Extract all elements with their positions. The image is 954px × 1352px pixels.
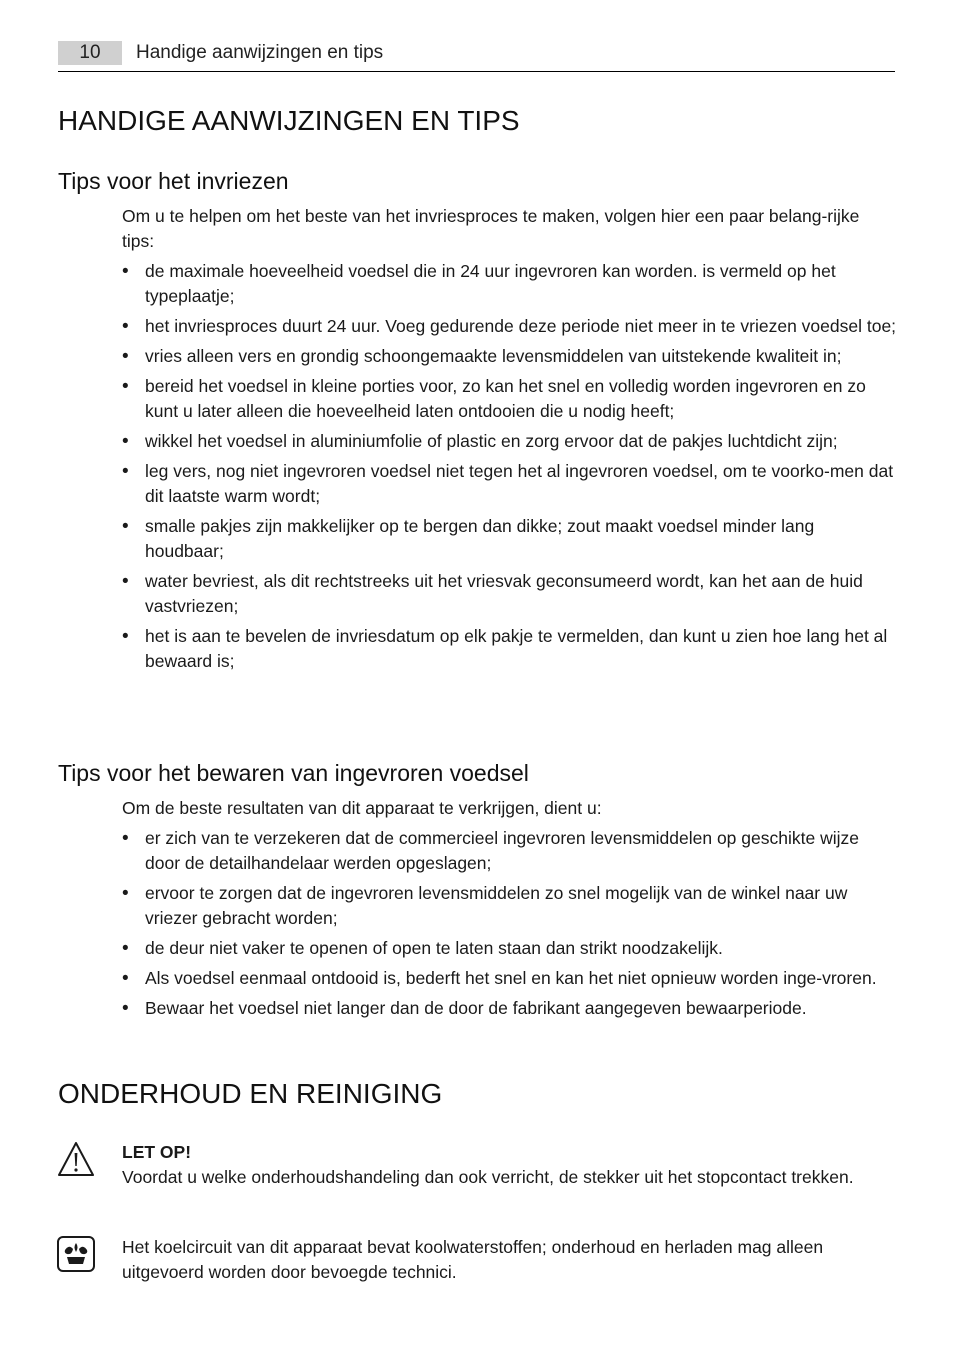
list-item: • leg vers, nog niet ingevroren voedsel niet tegen het al ingevroren voedsel, om te voorko-men dat dit laatste warm wordt; <box>122 459 897 509</box>
freezing-intro: Om u te helpen om het beste van het invriesproces te maken, volgen hier een paar belang-rijke tips: <box>122 206 860 251</box>
list-item: • water bevriest, als dit rechtstreeks uit het vriesvak geconsumeerd wordt, kan het aan de huid vastvriezen; <box>122 569 897 619</box>
list-item: • het is aan te bevelen de invriesdatum op elk pakje te vermelden, dan kunt u zien hoe lang het al bewaard is; <box>122 624 897 674</box>
list-item: • wikkel het voedsel in aluminiumfolie of plastic en zorg ervoor dat de pakjes luchtdicht zijn; <box>122 429 897 454</box>
environment-icon <box>57 1236 95 1272</box>
list-item: • het invriesproces duurt 24 uur. Voeg gedurende deze periode niet meer in te vriezen voedsel toe; <box>122 314 897 339</box>
list-item: • ervoor te zorgen dat de ingevroren levensmiddelen zo snel mogelijk van de winkel naar uw vriezer gebracht worden; <box>122 881 897 931</box>
storage-intro: Om de beste resultaten van dit apparaat te verkrijgen, dient u: <box>122 798 602 818</box>
list-item: • vries alleen vers en grondig schoongemaakte levensmiddelen van uitstekende kwaliteit in; <box>122 344 897 369</box>
list-item: • bereid het voedsel in kleine porties voor, zo kan het snel en volledig worden ingevroren en zo kunt u later alleen die hoeveelheid laten ontdooien die u nodig heeft; <box>122 374 897 424</box>
environment-note-text: Het koelcircuit van dit apparaat bevat koolwaterstoffen; onderhoud en herladen mag alleen uitgevoerd worden door bevoegde technici. <box>122 1237 824 1282</box>
page-header <box>58 38 895 72</box>
list-item: • er zich van te verzekeren dat de commercieel ingevroren levensmiddelen op geschikte wijze door de detailhandelaar werden opgeslagen; <box>122 826 897 876</box>
warning-triangle-icon <box>57 1140 95 1178</box>
section-title-maintenance: ONDERHOUD EN REINIGING <box>58 1078 443 1109</box>
warning-heading: LET OP! <box>122 1142 192 1162</box>
page-number: 10 <box>58 41 122 65</box>
list-item: • Als voedsel eenmaal ontdooid is, bederft het snel en kan het niet opnieuw worden inge-vroren. <box>122 966 897 991</box>
freezing-tips-list <box>122 259 897 679</box>
list-item: • de maximale hoeveelheid voedsel die in 24 uur ingevroren kan worden. is vermeld op het typeplaatje; <box>122 259 897 309</box>
list-item: • de deur niet vaker te openen of open te laten staan dan strikt noodzakelijk. <box>122 936 897 961</box>
subsection-title-freezing: Tips voor het invriezen <box>58 168 289 194</box>
subsection-title-storage: Tips voor het bewaren van ingevroren voedsel <box>58 760 529 786</box>
storage-tips-list <box>122 826 897 1026</box>
list-item: • smalle pakjes zijn makkelijker op te bergen dan dikke; zout maakt voedsel minder lang houdbaar; <box>122 514 897 564</box>
section-title-tips: HANDIGE AANWIJZINGEN EN TIPS <box>58 105 520 136</box>
list-item: • Bewaar het voedsel niet langer dan de door de fabrikant aangegeven bewaarperiode. <box>122 996 897 1021</box>
running-title: Handige aanwijzingen en tips <box>136 42 384 63</box>
warning-text: Voordat u welke onderhoudshandeling dan ook verricht, de stekker uit het stopcontact trekken. <box>122 1167 854 1187</box>
